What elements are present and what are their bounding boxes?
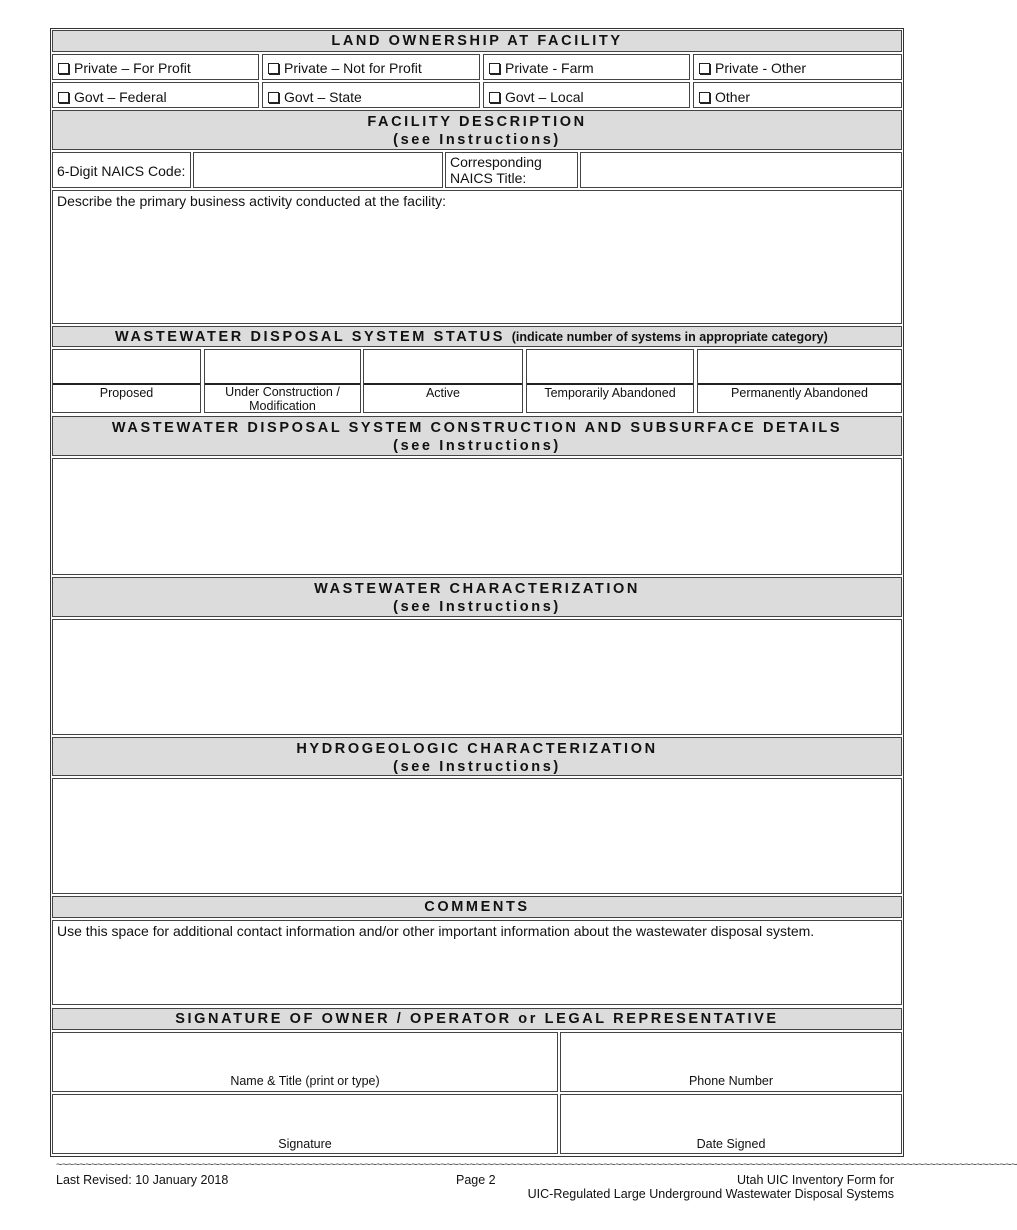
option-govt-federal[interactable] <box>52 82 259 108</box>
business-activity-label: Describe the primary business activity conducted at the facility: <box>57 193 447 209</box>
system-status-header <box>52 326 902 347</box>
checkbox-icon[interactable] <box>489 63 500 74</box>
status-under-construction-label: Under Construction / <box>225 385 340 399</box>
facility-description-title: FACILITY DESCRIPTION <box>367 114 587 130</box>
status-temporarily-abandoned-label: Temporarily Abandoned <box>544 386 676 400</box>
hydrogeologic-header <box>52 737 902 776</box>
option-label: Private - Farm <box>505 60 594 76</box>
comments-instructions: Use this space for additional contact information and/or other important information about the wastewater disposal system. <box>57 923 815 939</box>
status-temporarily-abandoned[interactable] <box>526 349 694 413</box>
phone-number-field[interactable] <box>560 1032 902 1092</box>
footer-divider: ~~~~~~~~~~~~~~~~~~~~~~~~~~~~~~~~~~~~~~~~~~~~~~~~~~~~~~~~~~~~~~~~~~~~~~~~~~~~~~~~~~~~~~~~~~~~~~~~~~~~~~~~~~~~~~~~~~~~~~~~~~~~~~~~~~~~~~~~~~~~~~~~~~~~~~~~~~~~~~~~~~~~~ <box>56 1159 1017 1171</box>
characterization-title: WASTEWATER CHARACTERIZATION <box>314 581 640 597</box>
construction-subtitle: (see Instructions) <box>393 438 561 454</box>
status-proposed[interactable] <box>52 349 201 413</box>
checkbox-icon[interactable] <box>699 92 710 103</box>
business-activity-field[interactable] <box>52 190 902 324</box>
option-private-not-for-profit[interactable] <box>262 54 480 80</box>
characterization-header <box>52 577 902 617</box>
checkbox-icon[interactable] <box>58 92 69 103</box>
system-status-note: (indicate number of systems in appropriate category) <box>511 330 828 344</box>
naics-title-input[interactable] <box>580 152 902 188</box>
name-title-label: Name & Title (print or type) <box>230 1074 380 1088</box>
option-private-for-profit[interactable] <box>52 54 259 80</box>
checkbox-icon[interactable] <box>699 63 710 74</box>
option-other[interactable] <box>693 82 902 108</box>
comments-field[interactable] <box>52 920 902 1005</box>
signature-field[interactable] <box>52 1094 558 1154</box>
checkbox-icon[interactable] <box>58 63 69 74</box>
last-revised: Last Revised: 10 January 2018 <box>56 1173 229 1187</box>
option-label: Govt – Local <box>505 89 584 105</box>
characterization-subtitle: (see Instructions) <box>393 599 561 615</box>
option-govt-state[interactable] <box>262 82 480 108</box>
facility-description-header <box>52 110 902 150</box>
naics-title-label-cell <box>445 152 578 188</box>
date-signed-label: Date Signed <box>696 1137 766 1151</box>
construction-title: WASTEWATER DISPOSAL SYSTEM CONSTRUCTION AND SUBSURFACE DETAILS <box>111 420 843 436</box>
option-label: Other <box>715 89 751 105</box>
naics-title-label-line1: Corresponding <box>450 154 542 170</box>
option-label: Govt – State <box>284 89 362 105</box>
status-permanently-abandoned-label: Permanently Abandoned <box>731 386 868 400</box>
naics-title-label-line2: NAICS Title: <box>450 170 527 186</box>
status-permanently-abandoned[interactable] <box>697 349 902 413</box>
option-private-farm[interactable] <box>483 54 690 80</box>
facility-description-subtitle: (see Instructions) <box>393 132 561 148</box>
status-active-label: Active <box>425 386 461 400</box>
system-status-title: WASTEWATER DISPOSAL SYSTEM STATUS <box>115 329 506 345</box>
naics-code-input[interactable] <box>193 152 443 188</box>
status-proposed-label: Proposed <box>99 386 154 400</box>
option-label: Private – For Profit <box>74 60 191 76</box>
form-name <box>528 1173 894 1201</box>
phone-number-label: Phone Number <box>688 1074 774 1088</box>
signature-header <box>52 1008 902 1030</box>
status-active[interactable] <box>363 349 523 413</box>
construction-details-field[interactable] <box>52 458 902 575</box>
option-private-other[interactable] <box>693 54 902 80</box>
comments-header <box>52 896 902 918</box>
land-ownership-header <box>52 30 902 52</box>
signature-label: Signature <box>278 1137 332 1151</box>
hydrogeologic-subtitle: (see Instructions) <box>393 759 561 775</box>
form-name-line2: UIC-Regulated Large Underground Wastewater Disposal Systems <box>527 1187 894 1201</box>
land-ownership-title: LAND OWNERSHIP AT FACILITY <box>331 33 623 49</box>
status-under-construction[interactable] <box>204 349 361 413</box>
option-govt-local[interactable] <box>483 82 690 108</box>
comments-title: COMMENTS <box>424 899 530 915</box>
date-signed-field[interactable] <box>560 1094 902 1154</box>
name-title-field[interactable] <box>52 1032 558 1092</box>
option-label: Private – Not for Profit <box>284 60 422 76</box>
option-label: Private - Other <box>715 60 807 76</box>
naics-code-label-cell <box>52 152 191 188</box>
form-name-line1: Utah UIC Inventory Form for <box>737 1173 894 1187</box>
hydrogeologic-field[interactable] <box>52 778 902 894</box>
characterization-field[interactable] <box>52 619 902 735</box>
status-under-construction-label-line2: Modification <box>249 399 316 413</box>
checkbox-icon[interactable] <box>268 63 279 74</box>
checkbox-icon[interactable] <box>489 92 500 103</box>
checkbox-icon[interactable] <box>268 92 279 103</box>
page-number: Page 2 <box>456 1173 496 1187</box>
signature-title: SIGNATURE OF OWNER / OPERATOR or LEGAL REPRESENTATIVE <box>175 1011 779 1027</box>
hydrogeologic-title: HYDROGEOLOGIC CHARACTERIZATION <box>296 741 658 757</box>
option-label: Govt – Federal <box>74 89 167 105</box>
construction-header <box>52 416 902 456</box>
naics-code-label: 6-Digit NAICS Code: <box>57 163 186 179</box>
